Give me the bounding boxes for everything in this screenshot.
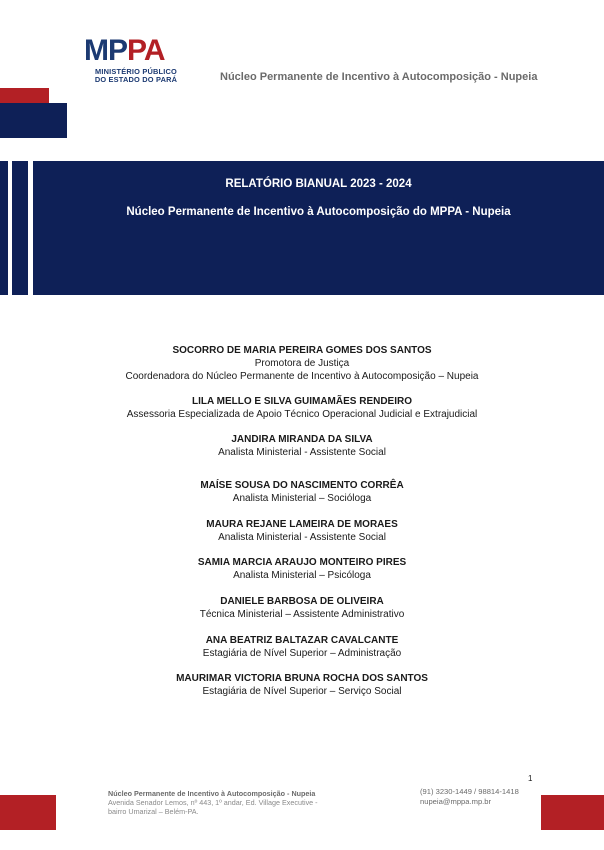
member-role: Técnica Ministerial – Assistente Administrativo: [199, 609, 405, 620]
logo-wordmark: MPPA: [84, 34, 165, 67]
band-stripe-right: [12, 161, 28, 295]
footer-address-title: Núcleo Permanente de Incentivo à Autocomposição - Nupeia: [108, 789, 316, 798]
footer-red-block-left: [0, 795, 56, 830]
member-role: Analista Ministerial - Assistente Social: [218, 447, 386, 458]
report-subtitle: Núcleo Permanente de Incentivo à Autocomposição do MPPA - Nupeia: [126, 206, 511, 218]
member-role: Analista Ministerial – Socióloga: [232, 493, 372, 504]
band-stripe-left: [0, 161, 8, 295]
member-role: Assessoria Especializada de Apoio Técnico Operacional Judicial e Extrajudicial: [126, 409, 478, 420]
team-member: [0, 433, 604, 459]
page-number: 1: [528, 774, 533, 783]
team-member: [0, 556, 604, 582]
team-member: [0, 395, 604, 421]
team-member: [0, 672, 604, 698]
header-navy-block: [0, 103, 67, 138]
header-red-block: [0, 88, 49, 103]
member-name: MAURA REJANE LAMEIRA DE MORAES: [206, 519, 398, 530]
footer-address-line: Avenida Senador Lemos, nº 443, 1º andar, Ed. Village Executive -: [108, 798, 318, 807]
footer-address: [108, 789, 358, 816]
team-member: [0, 344, 604, 383]
member-name: LILA MELLO E SILVA GUIMAMÃES RENDEIRO: [192, 396, 412, 407]
footer-address-line: bairro Umarizal – Belém-PA.: [108, 807, 199, 816]
member-role: Analista Ministerial - Assistente Social: [218, 532, 386, 543]
member-name: ANA BEATRIZ BALTAZAR CAVALCANTE: [205, 635, 399, 646]
footer-contact: [420, 787, 519, 807]
member-role: Promotora de Justiça: [254, 358, 350, 369]
member-name: MAÍSE SOUSA DO NASCIMENTO CORRÊA: [200, 480, 404, 491]
member-name: DANIELE BARBOSA DE OLIVEIRA: [220, 596, 384, 607]
footer-email[interactable]: nupeia@mppa.mp.br: [420, 797, 492, 806]
member-name: SAMIA MARCIA ARAUJO MONTEIRO PIRES: [197, 557, 407, 568]
footer-red-block-right: [541, 795, 604, 830]
team-member: [0, 595, 604, 621]
team-member: [0, 518, 604, 544]
member-name: SOCORRO DE MARIA PEREIRA GOMES DOS SANTOS: [172, 345, 432, 356]
logo-subtitle: MINISTÉRIO PÚBLICO DO ESTADO DO PARÁ: [94, 67, 178, 84]
member-name: MAURIMAR VICTORIA BRUNA ROCHA DOS SANTOS: [176, 673, 428, 684]
member-role: Estagiária de Nível Superior – Serviço Social: [202, 686, 402, 697]
team-member: [0, 634, 604, 660]
member-role: Estagiária de Nível Superior – Administração: [202, 648, 402, 659]
member-role: Analista Ministerial – Psicóloga: [233, 570, 371, 581]
report-title: RELATÓRIO BIANUAL 2023 - 2024: [225, 178, 412, 190]
mppa-logo: [84, 36, 188, 92]
footer-phone: (91) 3230-1449 / 98814-1418: [420, 787, 519, 796]
header-title: Núcleo Permanente de Incentivo à Autocomposição - Nupeia: [220, 71, 538, 83]
member-role: Coordenadora do Núcleo Permanente de Incentivo à Autocomposição – Nupeia: [125, 371, 479, 382]
title-band: [33, 161, 604, 295]
member-name: JANDIRA MIRANDA DA SILVA: [231, 434, 373, 445]
team-member: [0, 479, 604, 505]
